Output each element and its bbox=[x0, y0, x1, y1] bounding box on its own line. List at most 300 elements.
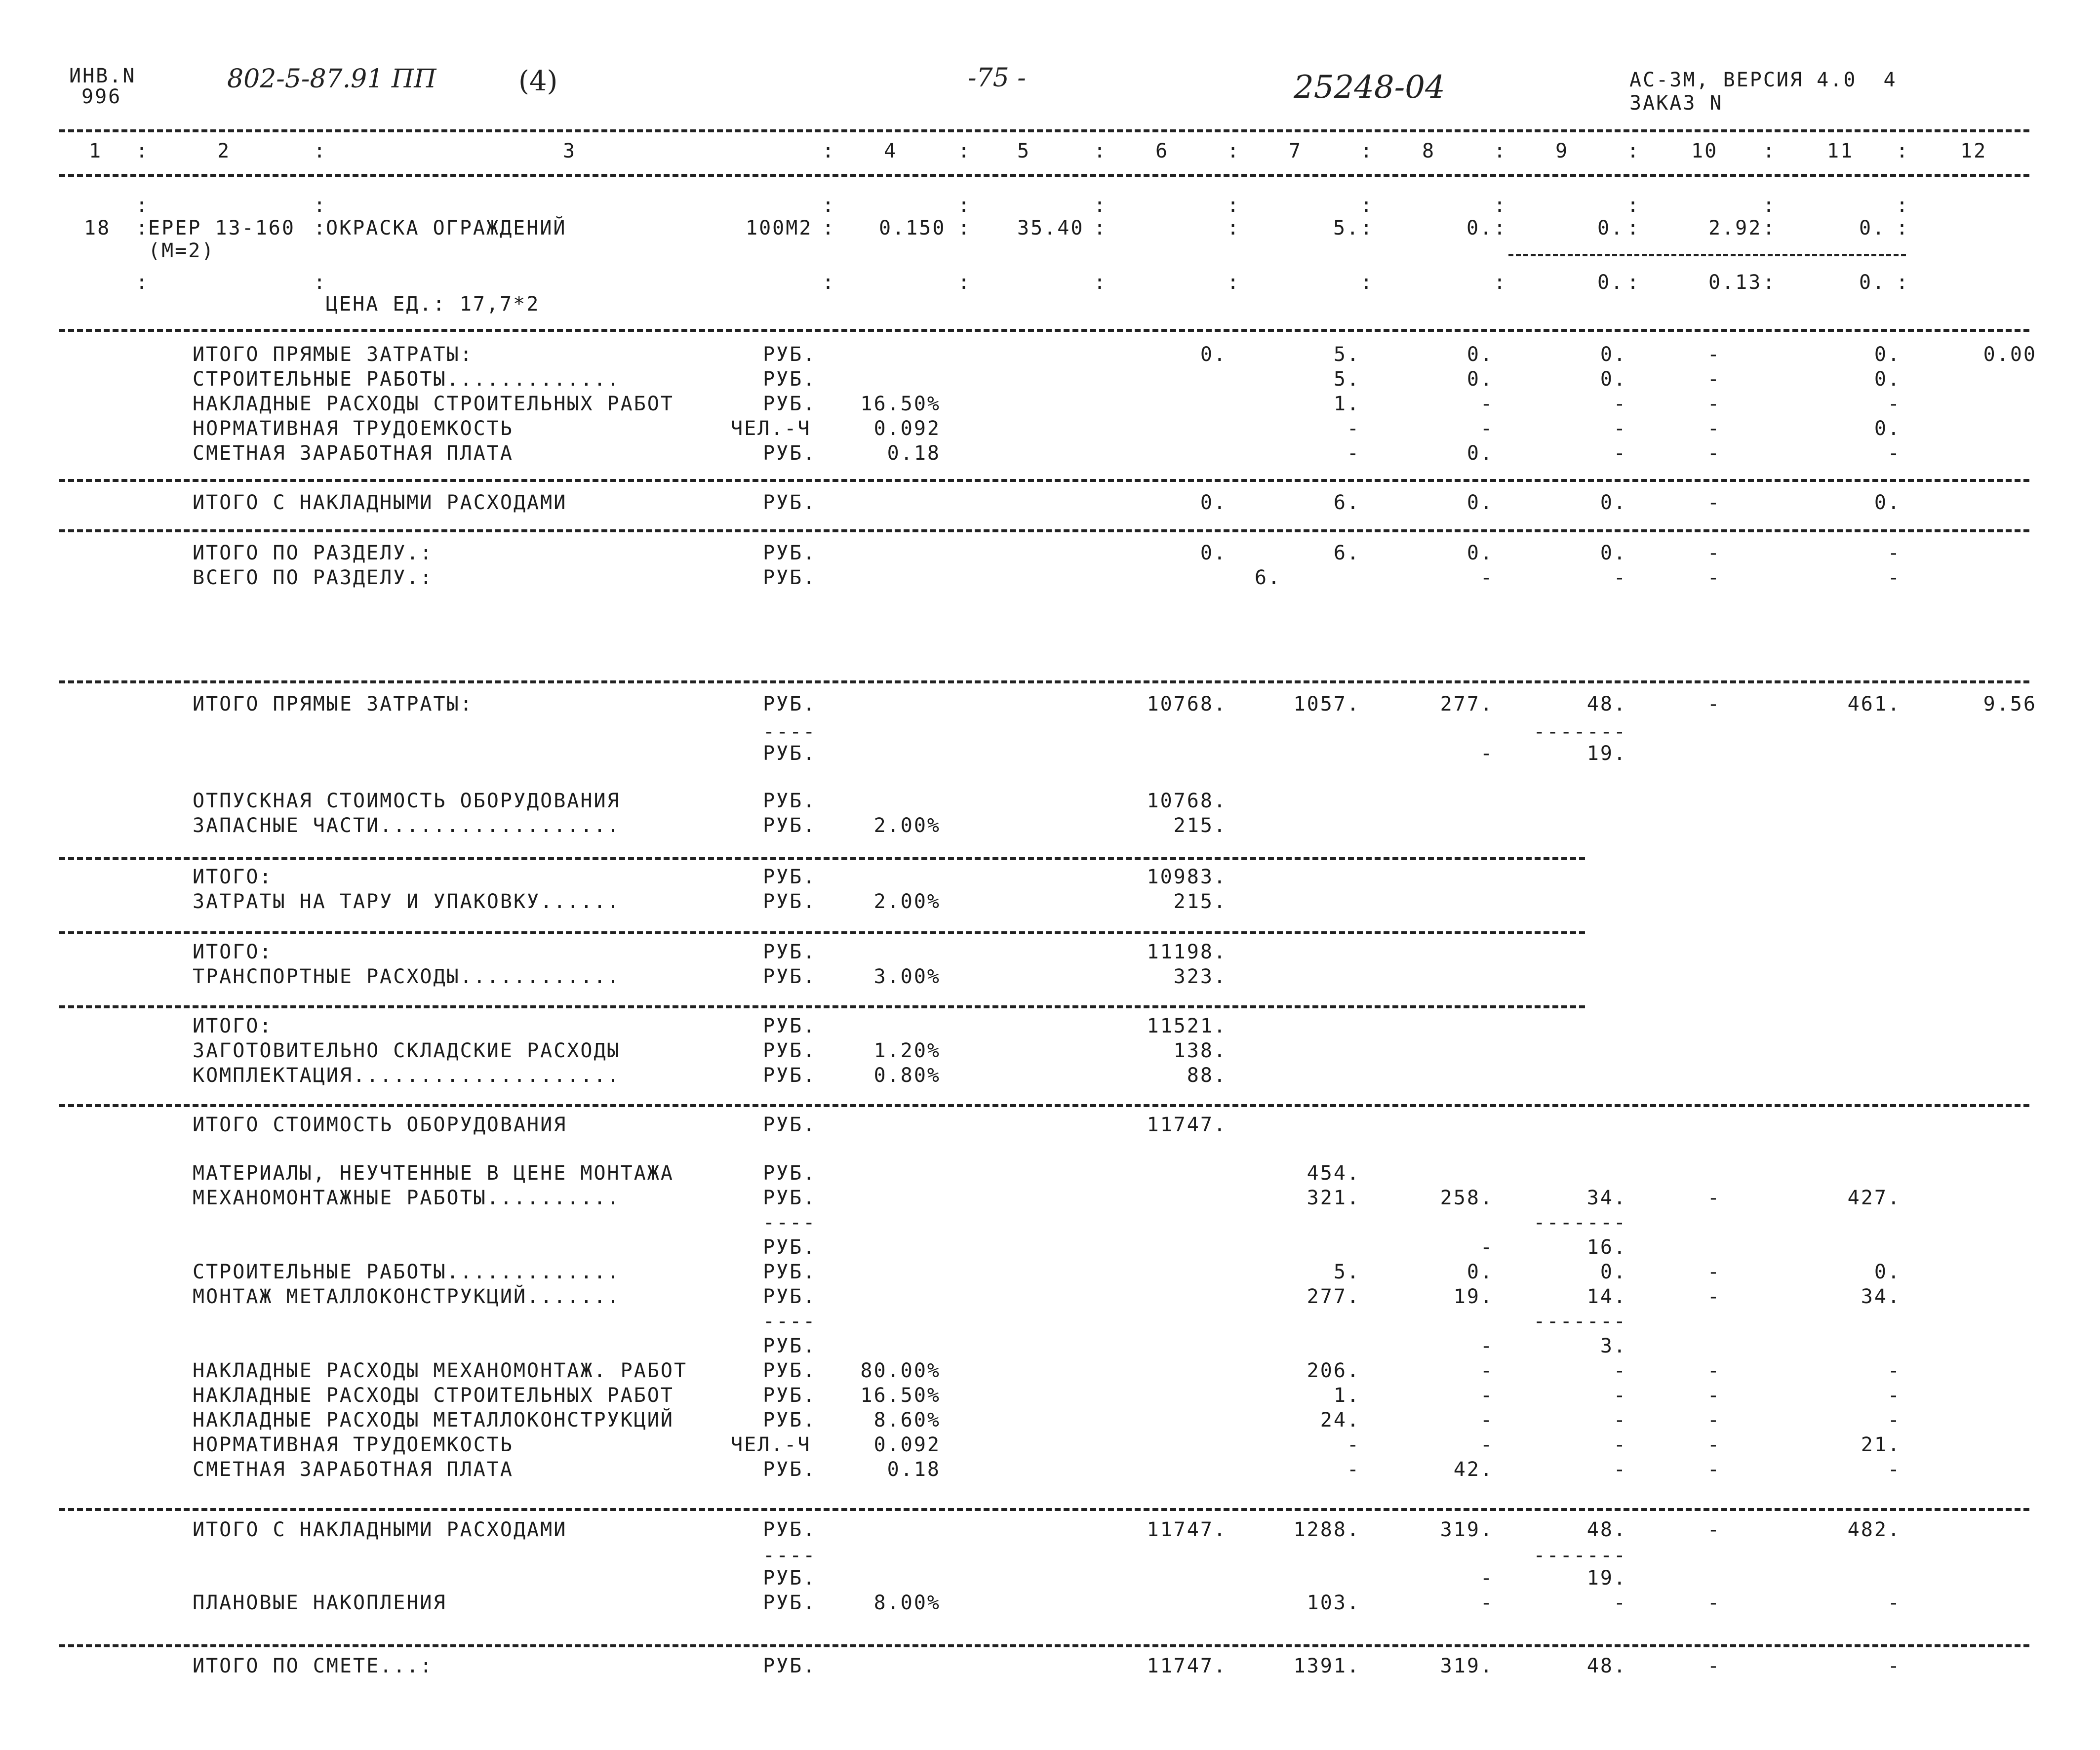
row-pct: 8.60% bbox=[873, 1409, 941, 1432]
row-unit: РУБ. bbox=[763, 693, 817, 716]
row-unit: РУБ. bbox=[763, 1458, 817, 1481]
row-c6: 11747. bbox=[1147, 1655, 1227, 1677]
row-c6: 215. bbox=[1173, 814, 1227, 837]
row-c9: 48. bbox=[1586, 1518, 1627, 1541]
row-c6: 10768. bbox=[1147, 693, 1227, 716]
row-unit: РУБ. bbox=[763, 491, 817, 514]
row-label: ИТОГО ПО СМЕТЕ...: bbox=[193, 1655, 434, 1677]
row-c9: ------- bbox=[1533, 720, 1627, 743]
column-number-1: 1 bbox=[89, 140, 103, 162]
row-c8: - bbox=[1480, 566, 1494, 589]
row-c11: - bbox=[1887, 566, 1901, 589]
column-separator: : bbox=[314, 217, 326, 239]
divider bbox=[59, 1508, 2029, 1511]
row-c10: - bbox=[1707, 442, 1721, 465]
column-separator: : bbox=[1227, 140, 1239, 162]
row-c9: 14. bbox=[1586, 1285, 1627, 1308]
row-c6: 11747. bbox=[1147, 1518, 1227, 1541]
row-pct: 2.00% bbox=[873, 814, 941, 837]
row-label: СТРОИТЕЛЬНЫЕ РАБОТЫ............. bbox=[193, 1261, 621, 1283]
row-c9: ------- bbox=[1533, 1544, 1627, 1567]
row-c10: - bbox=[1707, 1591, 1721, 1614]
position-col10-sub: 0.13 bbox=[1708, 271, 1762, 294]
row-c11: 0. bbox=[1874, 1261, 1901, 1283]
row-c8: - bbox=[1480, 742, 1494, 765]
row-c9: - bbox=[1613, 1409, 1627, 1432]
row-c8: 0. bbox=[1466, 442, 1494, 465]
column-number-4: 4 bbox=[884, 140, 898, 162]
row-c9: 0. bbox=[1600, 1261, 1627, 1283]
row-unit: РУБ. bbox=[763, 442, 817, 465]
column-number-9: 9 bbox=[1555, 140, 1569, 162]
divider bbox=[59, 931, 1585, 934]
row-c10: - bbox=[1707, 1458, 1721, 1481]
row-c10: - bbox=[1707, 542, 1721, 564]
row-unit: РУБ. bbox=[763, 1285, 817, 1308]
row-c6: 0. bbox=[1200, 343, 1227, 366]
row-c8: - bbox=[1480, 393, 1494, 415]
row-label: ИТОГО ПО РАЗДЕЛУ.: bbox=[193, 542, 434, 564]
row-c10: - bbox=[1707, 1187, 1721, 1209]
column-separator: : bbox=[1763, 140, 1775, 162]
position-name: ОКРАСКА ОГРАЖДЕНИЙ bbox=[326, 217, 567, 239]
row-label: ЗАПАСНЫЕ ЧАСТИ.................. bbox=[193, 814, 621, 837]
row-c10: - bbox=[1707, 1285, 1721, 1308]
column-number-8: 8 bbox=[1422, 140, 1436, 162]
column-separator: : bbox=[1494, 140, 1506, 162]
row-c7: 6. bbox=[1333, 491, 1360, 514]
row-unit: РУБ. bbox=[763, 1261, 817, 1283]
project-code: 802-5-87.91 ПП bbox=[227, 64, 436, 94]
column-number-11: 11 bbox=[1827, 140, 1854, 162]
row-unit: РУБ. bbox=[763, 1359, 817, 1382]
row-c9: - bbox=[1613, 566, 1627, 589]
row-c9: 16. bbox=[1586, 1236, 1627, 1259]
row-c11: 427. bbox=[1847, 1187, 1901, 1209]
row-unit: РУБ. bbox=[763, 866, 817, 888]
position-code-note: (М=2) bbox=[148, 239, 215, 262]
position-col9-sub: 0. bbox=[1597, 271, 1625, 294]
row-unit: РУБ. bbox=[763, 542, 817, 564]
row-c7: - bbox=[1347, 1458, 1360, 1481]
column-separator: : bbox=[822, 271, 834, 294]
row-c8: 319. bbox=[1440, 1518, 1494, 1541]
row-c6: 10768. bbox=[1147, 790, 1227, 812]
row-c11: - bbox=[1887, 1384, 1901, 1407]
row-pct: 2.00% bbox=[873, 890, 941, 913]
row-unit: РУБ. bbox=[763, 790, 817, 812]
divider bbox=[59, 529, 2029, 532]
column-separator: : bbox=[1627, 217, 1639, 239]
row-c8: 0. bbox=[1466, 491, 1494, 514]
row-unit: РУБ. bbox=[763, 1015, 817, 1037]
row-label: НАКЛАДНЫЕ РАСХОДЫ СТРОИТЕЛЬНЫХ РАБОТ bbox=[193, 1384, 674, 1407]
position-col8: 0. bbox=[1466, 217, 1494, 239]
row-c10: - bbox=[1707, 1384, 1721, 1407]
row-unit: РУБ. bbox=[763, 1236, 817, 1259]
row-unit: РУБ. bbox=[763, 890, 817, 913]
row-c8: 277. bbox=[1440, 693, 1494, 716]
row-unit: ---- bbox=[763, 1310, 817, 1333]
column-separator: : bbox=[1896, 271, 1908, 294]
row-label: ИТОГО С НАКЛАДНЫМИ РАСХОДАМИ bbox=[193, 491, 567, 514]
row-c11: - bbox=[1887, 542, 1901, 564]
row-unit: РУБ. bbox=[763, 343, 817, 366]
row-label: МАТЕРИАЛЫ, НЕУЧТЕННЫЕ В ЦЕНЕ МОНТАЖА bbox=[193, 1162, 674, 1185]
row-c11: - bbox=[1887, 393, 1901, 415]
row-c9: - bbox=[1613, 1458, 1627, 1481]
column-separator: : bbox=[1494, 217, 1506, 239]
row-c10: - bbox=[1707, 693, 1721, 716]
row-c6: 11521. bbox=[1147, 1015, 1227, 1037]
row-unit: РУБ. bbox=[763, 965, 817, 988]
row-c6: 138. bbox=[1173, 1039, 1227, 1062]
row-label: НАКЛАДНЫЕ РАСХОДЫ МЕХАНОМОНТАЖ. РАБОТ bbox=[193, 1359, 688, 1382]
row-c10: - bbox=[1707, 1261, 1721, 1283]
row-c11: 461. bbox=[1847, 693, 1901, 716]
row-unit: РУБ. bbox=[763, 941, 817, 963]
row-c11: - bbox=[1887, 1409, 1901, 1432]
row-c8: - bbox=[1480, 1335, 1494, 1357]
column-separator: : bbox=[1627, 194, 1639, 217]
column-separator: : bbox=[1763, 217, 1775, 239]
row-c7: - bbox=[1347, 1433, 1360, 1456]
position-col9: 0. bbox=[1597, 217, 1625, 239]
row-label: НАКЛАДНЫЕ РАСХОДЫ СТРОИТЕЛЬНЫХ РАБОТ bbox=[193, 393, 674, 415]
column-separator: : bbox=[314, 140, 326, 162]
row-c8: 0. bbox=[1466, 1261, 1494, 1283]
row-pct: 0.18 bbox=[887, 1458, 941, 1481]
row-c7: 1288. bbox=[1293, 1518, 1360, 1541]
row-label: ИТОГО ПРЯМЫЕ ЗАТРАТЫ: bbox=[193, 693, 474, 716]
divider bbox=[59, 174, 2029, 177]
row-c9: 0. bbox=[1600, 343, 1627, 366]
row-c7: 206. bbox=[1307, 1359, 1360, 1382]
row-pct: 1.20% bbox=[873, 1039, 941, 1062]
row-label: НОРМАТИВНАЯ ТРУДОЕМКОСТЬ bbox=[193, 417, 514, 440]
column-number-2: 2 bbox=[217, 140, 231, 162]
row-label: ОТПУСКНАЯ СТОИМОСТЬ ОБОРУДОВАНИЯ bbox=[193, 790, 621, 812]
column-separator: : bbox=[136, 194, 148, 217]
row-c9: - bbox=[1613, 1433, 1627, 1456]
row-c11: - bbox=[1887, 1458, 1901, 1481]
row-c8: - bbox=[1480, 1236, 1494, 1259]
position-base-price: 35.40 bbox=[1017, 217, 1084, 239]
row-c8: 0. bbox=[1466, 542, 1494, 564]
row-label: НОРМАТИВНАЯ ТРУДОЕМКОСТЬ bbox=[193, 1433, 514, 1456]
position-col7: 5. bbox=[1333, 217, 1360, 239]
row-c7: 1057. bbox=[1293, 693, 1360, 716]
row-c9: ------- bbox=[1533, 1310, 1627, 1333]
row-unit: РУБ. bbox=[763, 1384, 817, 1407]
row-unit: РУБ. bbox=[763, 1039, 817, 1062]
row-unit: РУБ. bbox=[763, 393, 817, 415]
row-c8: 258. bbox=[1440, 1187, 1494, 1209]
row-c10: - bbox=[1707, 566, 1721, 589]
inventory-number: 996 bbox=[81, 85, 122, 108]
row-label: ИТОГО СТОИМОСТЬ ОБОРУДОВАНИЯ bbox=[193, 1114, 567, 1136]
column-separator: : bbox=[1360, 217, 1373, 239]
row-label: ЗАГОТОВИТЕЛЬНО СКЛАДСКИЕ РАСХОДЫ bbox=[193, 1039, 621, 1062]
divider bbox=[59, 1644, 2029, 1647]
column-number-3: 3 bbox=[563, 140, 577, 162]
row-unit: РУБ. bbox=[763, 742, 817, 765]
position-col11: 0. bbox=[1859, 217, 1886, 239]
row-c11: - bbox=[1887, 1359, 1901, 1382]
row-c9: 3. bbox=[1600, 1335, 1627, 1357]
column-separator: : bbox=[1094, 217, 1106, 239]
row-c8: - bbox=[1480, 1409, 1494, 1432]
row-label: ИТОГО: bbox=[193, 1015, 273, 1037]
row-c10: - bbox=[1707, 417, 1721, 440]
row-c9: 19. bbox=[1586, 742, 1627, 765]
row-label: ВСЕГО ПО РАЗДЕЛУ.: bbox=[193, 566, 434, 589]
row-label: ИТОГО ПРЯМЫЕ ЗАТРАТЫ: bbox=[193, 343, 474, 366]
row-c10: - bbox=[1707, 368, 1721, 391]
system-version: АС-3М, ВЕРСИЯ 4.0 4 bbox=[1629, 69, 1897, 91]
column-number-7: 7 bbox=[1289, 140, 1303, 162]
column-number-12: 12 bbox=[1960, 140, 1987, 162]
row-c9: - bbox=[1613, 393, 1627, 415]
column-separator: : bbox=[1494, 271, 1506, 294]
divider bbox=[59, 680, 2029, 683]
column-separator: : bbox=[1627, 140, 1639, 162]
order-handwritten: 25248-04 bbox=[1294, 69, 1445, 106]
column-separator: : bbox=[1763, 194, 1775, 217]
row-c6: 10983. bbox=[1147, 866, 1227, 888]
row-label: ПЛАНОВЫЕ НАКОПЛЕНИЯ bbox=[193, 1591, 447, 1614]
row-c11: 0. bbox=[1874, 368, 1901, 391]
row-c9: 48. bbox=[1586, 1655, 1627, 1677]
row-unit: РУБ. bbox=[763, 1409, 817, 1432]
column-separator: : bbox=[314, 271, 326, 294]
column-separator: : bbox=[958, 271, 970, 294]
column-separator: : bbox=[1360, 271, 1373, 294]
column-separator: : bbox=[1360, 140, 1373, 162]
page-number: -75 - bbox=[968, 63, 1026, 93]
row-unit: ЧЕЛ.-Ч bbox=[731, 417, 811, 440]
column-number-10: 10 bbox=[1691, 140, 1718, 162]
row-c7: - bbox=[1347, 417, 1360, 440]
row-pct: 0.18 bbox=[887, 442, 941, 465]
row-c7: 5. bbox=[1333, 1261, 1360, 1283]
row-unit: РУБ. bbox=[763, 566, 817, 589]
row-unit: ---- bbox=[763, 1211, 817, 1234]
position-unit: 100М2 bbox=[746, 217, 813, 239]
row-c9: 0. bbox=[1600, 542, 1627, 564]
row-unit: РУБ. bbox=[763, 1187, 817, 1209]
row-c7: 5. bbox=[1333, 343, 1360, 366]
column-separator: : bbox=[1227, 217, 1239, 239]
row-c11: - bbox=[1887, 1655, 1901, 1677]
row-unit: ---- bbox=[763, 1544, 817, 1567]
row-label: СТРОИТЕЛЬНЫЕ РАБОТЫ............. bbox=[193, 368, 621, 391]
row-c7: 1391. bbox=[1293, 1655, 1360, 1677]
row-c10: - bbox=[1707, 1359, 1721, 1382]
order-label: ЗАКАЗ N bbox=[1629, 92, 1723, 115]
row-c7: 1. bbox=[1333, 1384, 1360, 1407]
price-note: ЦЕНА ЕД.: 17,7*2 bbox=[326, 293, 540, 316]
row-label: ИТОГО: bbox=[193, 941, 273, 963]
divider bbox=[59, 1005, 1585, 1008]
row-label: ЗАТРАТЫ НА ТАРУ И УПАКОВКУ...... bbox=[193, 890, 621, 913]
row-c11: - bbox=[1887, 442, 1901, 465]
row-unit: ---- bbox=[763, 720, 817, 743]
row-c6: 11198. bbox=[1147, 941, 1227, 963]
row-c9: 19. bbox=[1586, 1567, 1627, 1590]
divider bbox=[59, 1104, 2029, 1107]
row-label: ИТОГО: bbox=[193, 866, 273, 888]
row-pct: 0.80% bbox=[873, 1064, 941, 1087]
divider bbox=[59, 857, 1585, 860]
row-c9: 34. bbox=[1586, 1187, 1627, 1209]
column-separator: : bbox=[1094, 140, 1106, 162]
row-c8: - bbox=[1480, 1384, 1494, 1407]
row-unit: РУБ. bbox=[763, 1335, 817, 1357]
row-c8: 42. bbox=[1453, 1458, 1494, 1481]
divider bbox=[59, 129, 2029, 132]
row-c10: - bbox=[1707, 1409, 1721, 1432]
row-c9: - bbox=[1613, 417, 1627, 440]
row-unit: РУБ. bbox=[763, 1591, 817, 1614]
row-c9: 0. bbox=[1600, 491, 1627, 514]
row-c7: 24. bbox=[1320, 1409, 1360, 1432]
row-c10: - bbox=[1707, 1433, 1721, 1456]
row-c7: - bbox=[1347, 442, 1360, 465]
row-unit: РУБ. bbox=[763, 1567, 817, 1590]
row-c6: 0. bbox=[1200, 491, 1227, 514]
row-label: МОНТАЖ МЕТАЛЛОКОНСТРУКЦИЙ....... bbox=[193, 1285, 621, 1308]
row-c7: 6. bbox=[1333, 542, 1360, 564]
row-unit: РУБ. bbox=[763, 368, 817, 391]
row-c8: 0. bbox=[1466, 343, 1494, 366]
row-pct: 16.50% bbox=[860, 1384, 941, 1407]
column-number-6: 6 bbox=[1155, 140, 1169, 162]
row-c9: ------- bbox=[1533, 1211, 1627, 1234]
row-label: НАКЛАДНЫЕ РАСХОДЫ МЕТАЛЛОКОНСТРУКЦИЙ bbox=[193, 1409, 674, 1432]
row-c9: - bbox=[1613, 1359, 1627, 1382]
position-number: 18 bbox=[84, 217, 111, 239]
column-separator: : bbox=[958, 140, 970, 162]
row-label: СМЕТНАЯ ЗАРАБОТНАЯ ПЛАТА bbox=[193, 442, 514, 465]
column-separator: : bbox=[1094, 271, 1106, 294]
column-separator: : bbox=[1360, 194, 1373, 217]
row-label: МЕХАНОМОНТАЖНЫЕ РАБОТЫ.......... bbox=[193, 1187, 621, 1209]
row-c8: 0. bbox=[1466, 368, 1494, 391]
row-c8: - bbox=[1480, 1567, 1494, 1590]
row-c9: 48. bbox=[1586, 693, 1627, 716]
row-c11: 34. bbox=[1861, 1285, 1901, 1308]
column-separator: : bbox=[1896, 194, 1908, 217]
row-c7: 277. bbox=[1307, 1285, 1360, 1308]
column-separator: : bbox=[1227, 194, 1239, 217]
row-unit: РУБ. bbox=[763, 1162, 817, 1185]
column-separator: : bbox=[1094, 194, 1106, 217]
column-separator: : bbox=[1627, 271, 1639, 294]
row-unit: РУБ. bbox=[763, 1518, 817, 1541]
row-c8: 319. bbox=[1440, 1655, 1494, 1677]
divider bbox=[59, 329, 2029, 332]
divider bbox=[1508, 254, 1906, 256]
column-separator: : bbox=[1494, 194, 1506, 217]
sheet-mark: (4) bbox=[518, 65, 558, 97]
column-separator: : bbox=[1896, 217, 1908, 239]
row-c9: - bbox=[1613, 1591, 1627, 1614]
row-c8: - bbox=[1480, 417, 1494, 440]
position-col10: 2.92 bbox=[1708, 217, 1762, 239]
row-c11: 0. bbox=[1874, 491, 1901, 514]
row-c10: - bbox=[1707, 343, 1721, 366]
row-c8: - bbox=[1480, 1591, 1494, 1614]
row-c6: 88. bbox=[1187, 1064, 1227, 1087]
column-separator: : bbox=[822, 217, 834, 239]
row-c8: 19. bbox=[1453, 1285, 1494, 1308]
column-separator: : bbox=[958, 217, 970, 239]
position-qty: 0.150 bbox=[879, 217, 946, 239]
row-c8: - bbox=[1480, 1359, 1494, 1382]
row-c10: - bbox=[1707, 491, 1721, 514]
row-c6: 215. bbox=[1173, 890, 1227, 913]
row-label: ИТОГО С НАКЛАДНЫМИ РАСХОДАМИ bbox=[193, 1518, 567, 1541]
row-unit: РУБ. bbox=[763, 1655, 817, 1677]
row-c7: 5. bbox=[1333, 368, 1360, 391]
row-c6: 6. bbox=[1254, 566, 1281, 589]
row-c11: 0. bbox=[1874, 417, 1901, 440]
inventory-label: ИНВ.N bbox=[69, 65, 136, 87]
column-separator: : bbox=[1227, 271, 1239, 294]
row-c7: 454. bbox=[1307, 1162, 1360, 1185]
column-separator: : bbox=[1896, 140, 1908, 162]
row-c7: 321. bbox=[1307, 1187, 1360, 1209]
column-separator: : bbox=[136, 140, 148, 162]
position-code: ЕРЕР 13-160 bbox=[148, 217, 295, 239]
row-unit: ЧЕЛ.-Ч bbox=[731, 1433, 811, 1456]
column-separator: : bbox=[136, 217, 148, 239]
column-separator: : bbox=[822, 194, 834, 217]
row-unit: РУБ. bbox=[763, 814, 817, 837]
row-c6: 11747. bbox=[1147, 1114, 1227, 1136]
row-label: ТРАНСПОРТНЫЕ РАСХОДЫ............ bbox=[193, 965, 621, 988]
row-c11: - bbox=[1887, 1591, 1901, 1614]
column-separator: : bbox=[1763, 271, 1775, 294]
row-c10: - bbox=[1707, 393, 1721, 415]
row-c11: 0. bbox=[1874, 343, 1901, 366]
row-c9: - bbox=[1613, 1384, 1627, 1407]
row-label: СМЕТНАЯ ЗАРАБОТНАЯ ПЛАТА bbox=[193, 1458, 514, 1481]
position-col11-sub: 0. bbox=[1859, 271, 1886, 294]
row-unit: РУБ. bbox=[763, 1064, 817, 1087]
row-c8: - bbox=[1480, 1433, 1494, 1456]
row-c7: 103. bbox=[1307, 1591, 1360, 1614]
row-pct: 8.00% bbox=[873, 1591, 941, 1614]
row-c9: - bbox=[1613, 442, 1627, 465]
row-c11: 21. bbox=[1861, 1433, 1901, 1456]
row-c7: 1. bbox=[1333, 393, 1360, 415]
column-separator: : bbox=[822, 140, 834, 162]
row-pct: 0.092 bbox=[873, 1433, 941, 1456]
row-pct: 16.50% bbox=[860, 393, 941, 415]
column-number-5: 5 bbox=[1017, 140, 1031, 162]
row-pct: 80.00% bbox=[860, 1359, 941, 1382]
column-separator: : bbox=[958, 194, 970, 217]
row-c12: 0.00 bbox=[1983, 343, 2037, 366]
row-c12: 9.56 bbox=[1983, 693, 2037, 716]
row-unit: РУБ. bbox=[763, 1114, 817, 1136]
column-separator: : bbox=[314, 194, 326, 217]
column-separator: : bbox=[136, 271, 148, 294]
row-pct: 3.00% bbox=[873, 965, 941, 988]
row-c9: 0. bbox=[1600, 368, 1627, 391]
